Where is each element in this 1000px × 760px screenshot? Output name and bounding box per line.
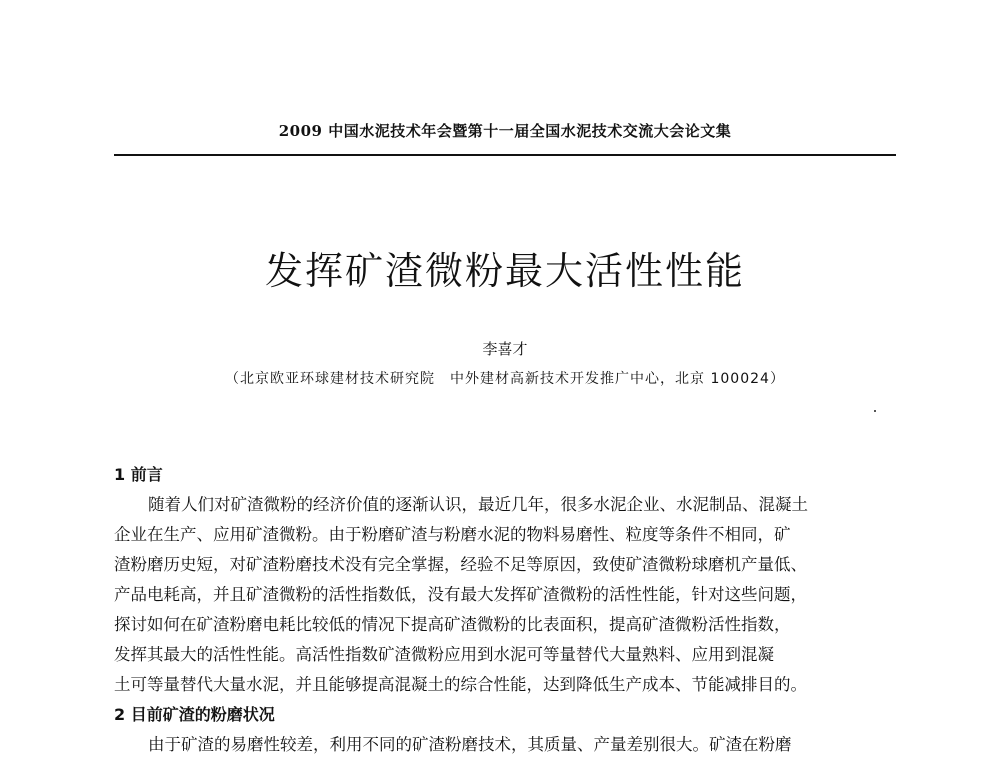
paper-title: 发挥矿渣微粉最大活性性能 (264, 249, 745, 293)
text-line: 产品电耗高，并且矿渣微粉的活性指数低，没有最大发挥矿渣微粉的活性性能，针对这些问题， (114, 585, 807, 604)
text-line: 由于矿渣的易磨性较差，利用不同的矿渣粉磨技术，其质量、产量差别很大。矿渣在粉磨 (148, 735, 792, 754)
author-affiliation: （北京欧亚环球建材技术研究院 中外建材高新技术开发推广中心，北京 100024） (225, 371, 785, 387)
text-line: 企业在生产、应用矿渣微粉。由于粉磨矿渣与粉磨水泥的物料易磨性、粒度等条件不相同，矿 (114, 525, 791, 544)
running-header: 2009 中国水泥技术年会暨第十一届全国水泥技术交流大会论文集 (278, 122, 732, 140)
text-line: 渣粉磨历史短，对矿渣粉磨技术没有完全掌握，经验不足等原因，致使矿渣微粉球磨机产量低、 (114, 555, 807, 574)
paper-body (114, 460, 906, 760)
scan-speck (874, 410, 876, 412)
paragraph-introduction (114, 490, 906, 700)
header-rule (114, 154, 896, 156)
text-line: 随着人们对矿渣微粉的经济价值的逐渐认识，最近几年，很多水泥企业、水泥制品、混凝土 (148, 495, 808, 514)
text-line: 探讨如何在矿渣粉磨电耗比较低的情况下提高矿渣微粉的比表面积，提高矿渣微粉活性指数， (114, 615, 791, 634)
section-heading-grinding-status: 2 目前矿渣的粉磨状况 (114, 705, 275, 724)
author-name: 李喜才 (482, 340, 528, 358)
paragraph-grinding-status (114, 730, 906, 760)
section-heading-introduction: 1 前言 (114, 465, 163, 484)
text-line: 土可等量替代大量水泥，并且能够提高混凝土的综合性能，达到降低生产成本、节能减排目的。 (114, 675, 807, 694)
text-line: 发挥其最大的活性性能。高活性指数矿渣微粉应用到水泥可等量替代大量熟料、应用到混凝 (114, 645, 774, 664)
